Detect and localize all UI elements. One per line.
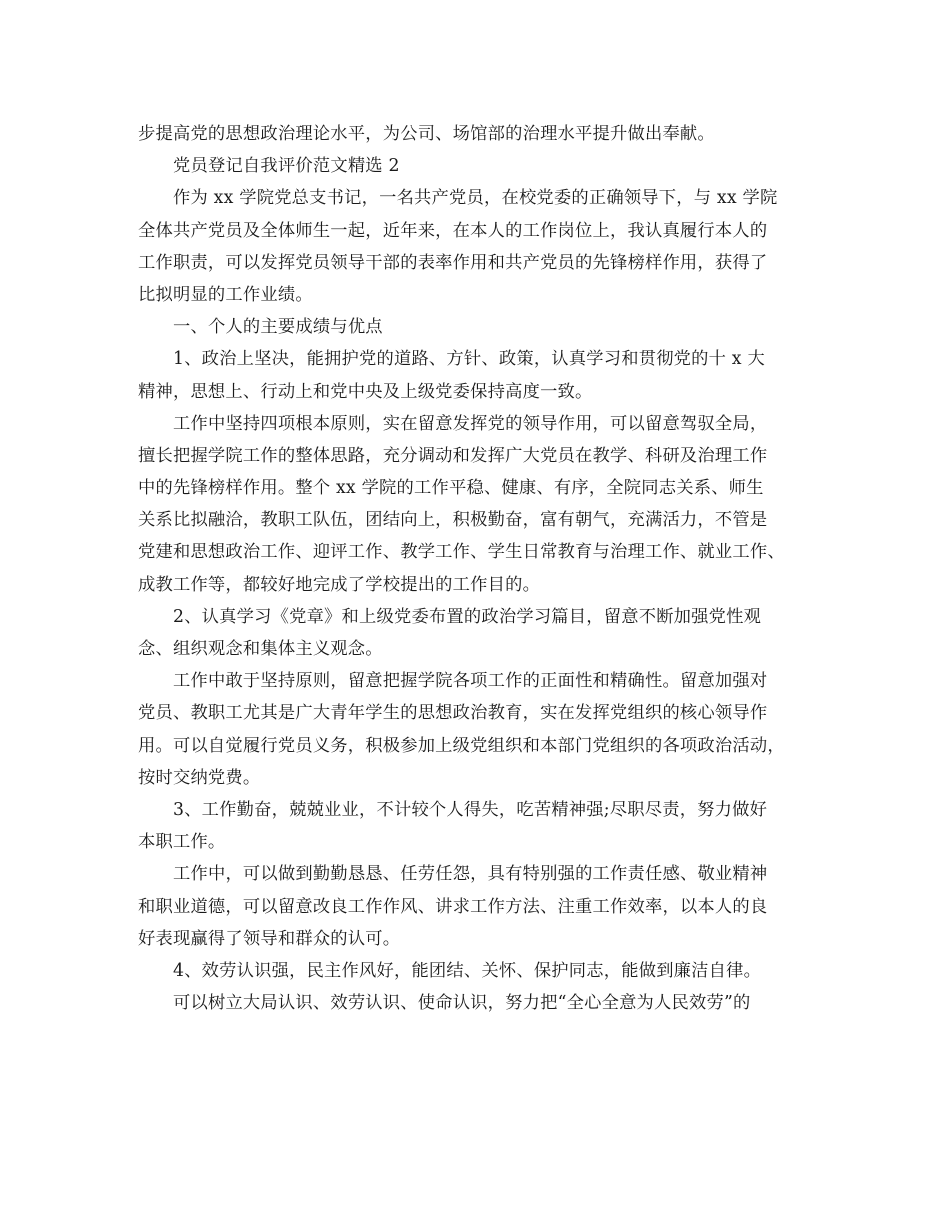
document-line: 党员登记自我评价范文精选 2: [173, 156, 400, 177]
document-line: 本职工作。: [138, 832, 226, 853]
document-line: 党建和思想政治工作、迎评工作、教学工作、学生日常教育与治理工作、就业工作、: [138, 542, 785, 563]
document-line: 4、效劳认识强，民主作风好，能团结、关怀、保护同志，能做到廉洁自律。: [173, 960, 762, 981]
document-line: 中的先锋榜样作用。整个 xx 学院的工作平稳、健康、有序，全院同志关系、师生: [138, 478, 764, 499]
document-line: 关系比拟融洽，教职工队伍，团结向上，积极勤奋，富有朝气，充满活力，不管是: [138, 510, 768, 531]
document-line: 全体共产党员及全体师生一起，近年来，在本人的工作岗位上，我认真履行本人的: [138, 220, 768, 241]
document-line: 3、工作勤奋，兢兢业业，不计较个人得失，吃苦精神强;尽职尽责，努力做好: [173, 799, 768, 820]
document-line: 2、认真学习《党章》和上级党委布置的政治学习篇目，留意不断加强党性观: [173, 606, 762, 627]
document-line: 工作中坚持四项根本原则，实在留意发挥党的领导作用，可以留意驾驭全局，: [173, 413, 768, 434]
document-line: 好表现赢得了领导和群众的认可。: [138, 928, 401, 949]
document-line: 步提高党的思想政治理论水平，为公司、场馆部的治理水平提升做出奉献。: [138, 124, 715, 144]
document-line: 比拟明显的工作业绩。: [138, 284, 313, 305]
document-body: [138, 118, 822, 1019]
document-line: 擅长把握学院工作的整体思路，充分调动和发挥广大党员在教学、科研及治理工作: [138, 445, 768, 466]
document-line: 精神，思想上、行动上和党中央及上级党委保持高度一致。: [138, 381, 593, 402]
document-line: 工作中敢于坚持原则，留意把握学院各项工作的正面性和精确性。留意加强对: [173, 671, 768, 692]
document-line: 成教工作等，都较好地完成了学校提出的工作目的。: [138, 574, 541, 595]
document-line: 作为 xx 学院党总支书记，一名共产党员，在校党委的正确领导下，与 xx 学院: [173, 188, 778, 209]
document-line: 工作中，可以做到勤勤恳恳、任劳任怨，具有特别强的工作责任感、敬业精神: [173, 864, 768, 885]
document-line: 按时交纳党费。: [138, 767, 261, 788]
document-line: 一、个人的主要成绩与优点: [173, 317, 383, 338]
document-line: 和职业道德，可以留意改良工作作风、讲求工作方法、注重工作效率，以本人的良: [138, 896, 768, 917]
document-line: 用。可以自觉履行党员义务，积极参加上级党组织和本部门党组织的各项政治活动，: [138, 735, 785, 756]
document-line: 念、组织观念和集体主义观念。: [138, 639, 383, 659]
document-line: 党员、教职工尤其是广大青年学生的思想政治教育，实在发挥党组织的核心领导作: [138, 703, 768, 724]
document-line: 可以树立大局认识、效劳认识、使命认识，努力把“全心全意为人民效劳”的: [173, 993, 751, 1014]
document-line: 工作职责，可以发挥党员领导干部的表率作用和共产党员的先锋榜样作用，获得了: [138, 252, 768, 273]
document-line: 1、政治上坚决，能拥护党的道路、方针、政策，认真学习和贯彻党的十 x 大: [173, 349, 765, 370]
